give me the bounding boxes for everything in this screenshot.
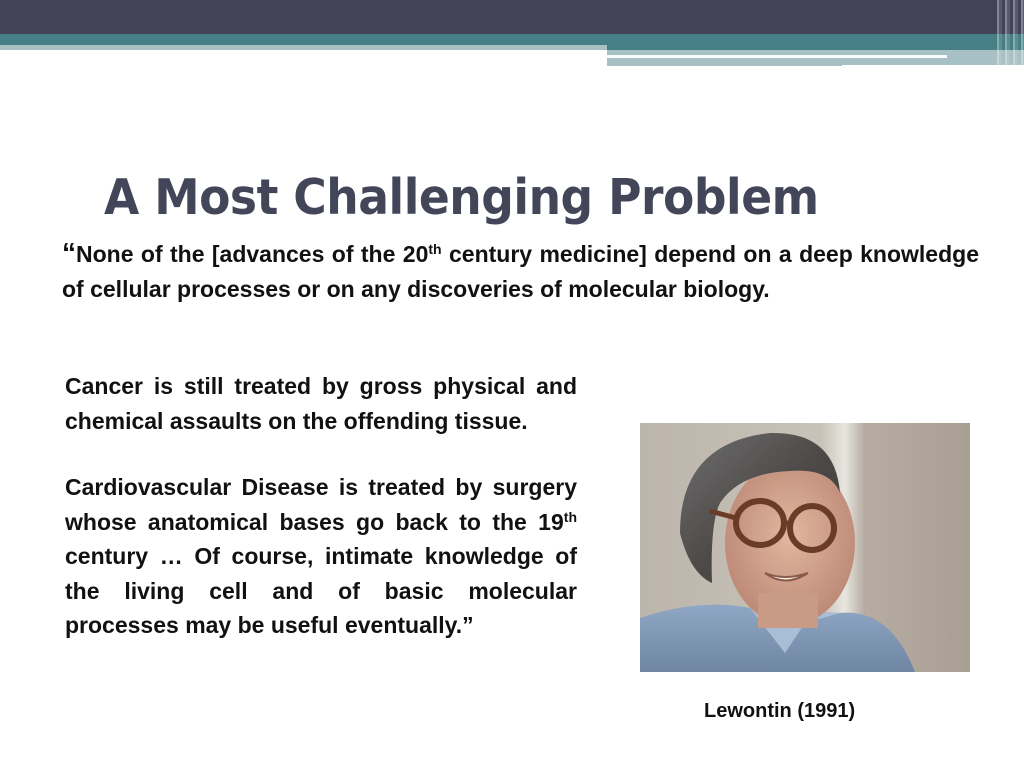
close-quote-mark: ” bbox=[462, 612, 474, 638]
paragraph-cardio-superscript: th bbox=[563, 508, 577, 525]
lewontin-photo bbox=[640, 423, 970, 672]
quote-intro-text-2: century medicine] depend on a deep knowledge of cellular processes or on any discoveries of molecular biology. bbox=[62, 241, 979, 302]
header-band-teal bbox=[0, 34, 1024, 45]
header-band-dark bbox=[0, 0, 1024, 34]
header-band-light-left bbox=[0, 45, 607, 50]
photo-caption: Lewontin (1991) bbox=[704, 700, 856, 722]
body-column bbox=[65, 369, 577, 675]
quote-intro bbox=[62, 236, 979, 306]
quote-intro-text-1: None of the [advances of the 20 bbox=[76, 241, 429, 267]
person-photo-icon bbox=[640, 423, 970, 672]
paragraph-cancer: Cancer is still treated by gross physical and chemical assaults on the offending tissue. bbox=[65, 373, 577, 434]
quote-intro-superscript: th bbox=[428, 241, 442, 257]
open-quote-mark: “ bbox=[62, 237, 76, 268]
slide-title: A Most Challenging Problem bbox=[104, 168, 819, 226]
paragraph-cardiovascular bbox=[65, 470, 577, 643]
header-white-line bbox=[607, 55, 947, 58]
paragraph-cardio-text-1: Cardiovascular Disease is treated by surgery whose anatomical bases go back to the 19 bbox=[65, 474, 577, 535]
header-stripes bbox=[994, 0, 1024, 68]
paragraph-cardio-text-2: century … Of course, intimate knowledge of the living cell and of basic molecular processes may be useful eventually. bbox=[65, 543, 577, 638]
